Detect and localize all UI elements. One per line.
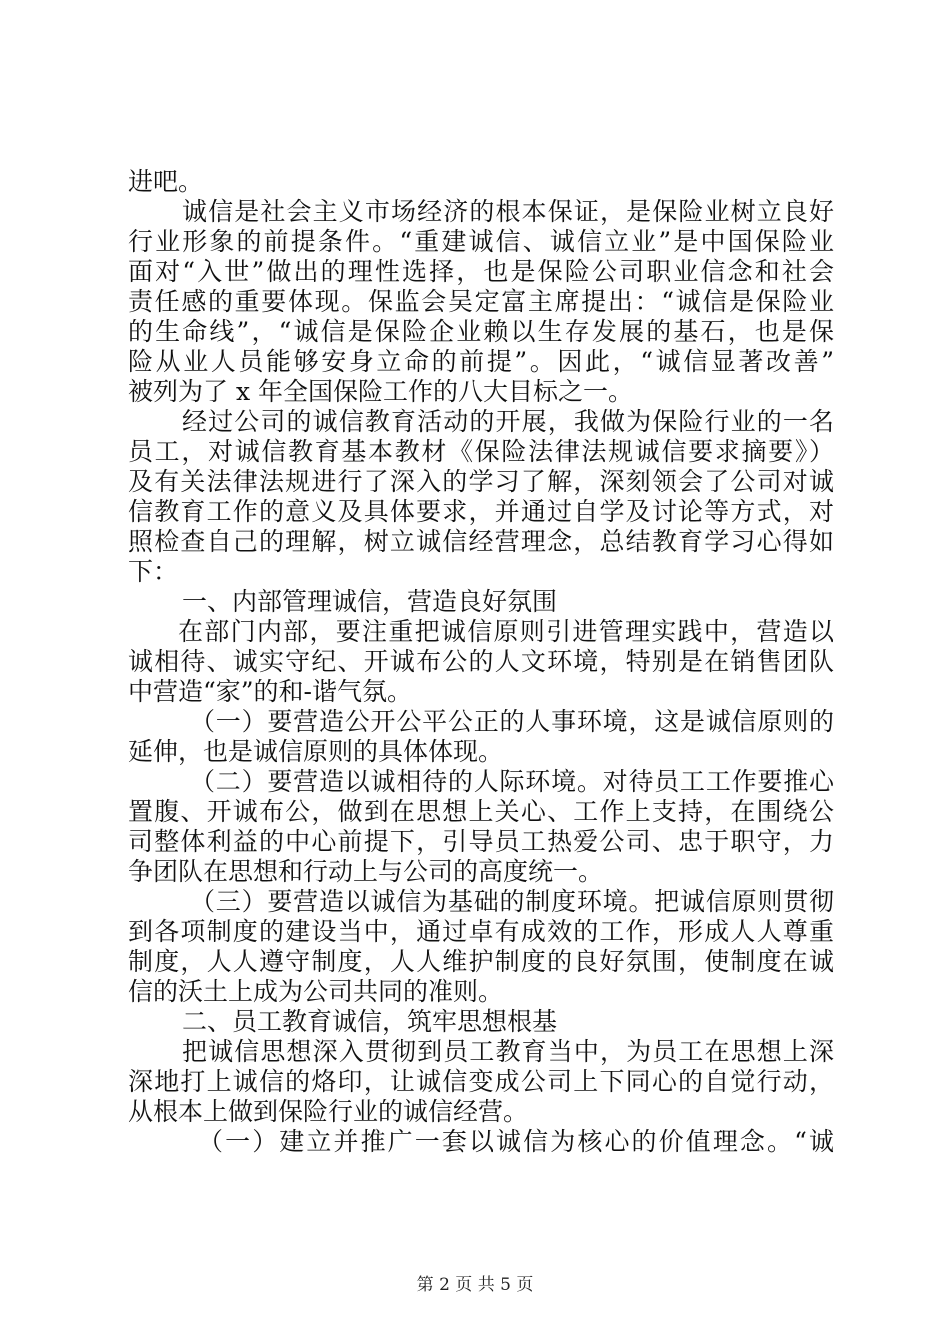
text-line: 信的沃土上成为公司共同的准则。 (128, 977, 504, 1006)
section-heading: 二、员工教育诚信，筑牢思想根基 (182, 1007, 558, 1036)
paragraph-first-line: （一）建立并推广一套以诚信为核心的价值理念。“诚 (198, 1127, 834, 1156)
text-line: 置腹、开诚布公，做到在思想上关心、工作上支持，在围绕公 (128, 797, 834, 826)
text-line: 责任感的重要体现。保监会吴定富主席提出：“诚信是保险业 (128, 287, 834, 316)
text-line: 深地打上诚信的烙印，让诚信变成公司上下同心的自觉行动， (128, 1067, 834, 1096)
text-line: 司整体利益的中心前提下，引导员工热爱公司、忠于职守，力 (128, 827, 834, 856)
document-body (128, 167, 834, 1157)
text-line: 及有关法律法规进行了深入的学习了解，深刻领会了公司对诚 (128, 467, 834, 496)
text-line: 从根本上做到保险行业的诚信经营。 (128, 1097, 529, 1126)
text-line: 面对“入世”做出的理性选择，也是保险公司职业信念和社会 (128, 257, 834, 286)
paragraph-first-line: （一）要营造公开公平公正的人事环境，这是诚信原则的 (190, 707, 834, 736)
text-line: 信教育工作的意义及具体要求，并通过自学及讨论等方式，对 (128, 497, 834, 526)
text-line: 争团队在思想和行动上与公司的高度统一。 (128, 857, 604, 886)
text-line: 进吧。 (128, 167, 204, 196)
text-line: 行业形象的前提条件。“重建诚信、诚信立业”是中国保险业 (128, 227, 834, 256)
text-line: 延伸，也是诚信原则的具体体现。 (128, 737, 504, 766)
page-footer: 第 2 页 共 5 页 (416, 1275, 534, 1295)
text-line: 员工，对诚信教育基本教材《保险法律法规诚信要求摘要》） (128, 437, 834, 466)
text-line: 到各项制度的建设当中，通过卓有成效的工作，形成人人尊重 (128, 917, 834, 946)
text-line: 诚相待、诚实守纪、开诚布公的人文环境，特别是在销售团队 (128, 647, 834, 676)
text-line: 下： (128, 557, 179, 586)
paragraph-first-line: 在部门内部，要注重把诚信原则引进管理实践中，营造以 (178, 617, 834, 646)
paragraph-first-line: （二）要营造以诚相待的人际环境。对待员工工作要推心 (190, 767, 834, 796)
paragraph-first-line: 诚信是社会主义市场经济的根本保证，是保险业树立良好 (182, 197, 834, 226)
section-heading: 一、内部管理诚信，营造良好氛围 (182, 587, 558, 616)
paragraph-first-line: （三）要营造以诚信为基础的制度环境。把诚信原则贯彻 (190, 887, 834, 916)
text-line: 被列为了 x 年全国保险工作的八大目标之一。 (128, 377, 633, 406)
text-line: 中营造“家”的和-谐气氛。 (128, 677, 413, 706)
paragraph-first-line: 把诚信思想深入贯彻到员工教育当中，为员工在思想上深 (182, 1037, 834, 1066)
text-line: 照检查自己的理解，树立诚信经营理念，总结教育学习心得如 (128, 527, 834, 556)
text-line: 制度，人人遵守制度，人人维护制度的良好氛围，使制度在诚 (128, 947, 834, 976)
paragraph-first-line: 经过公司的诚信教育活动的开展，我做为保险行业的一名 (182, 407, 834, 436)
text-line: 的生命线”，“诚信是保险企业赖以生存发展的基石，也是保 (128, 317, 834, 346)
text-line: 险从业人员能够安身立命的前提”。因此，“诚信显著改善” (128, 347, 834, 376)
